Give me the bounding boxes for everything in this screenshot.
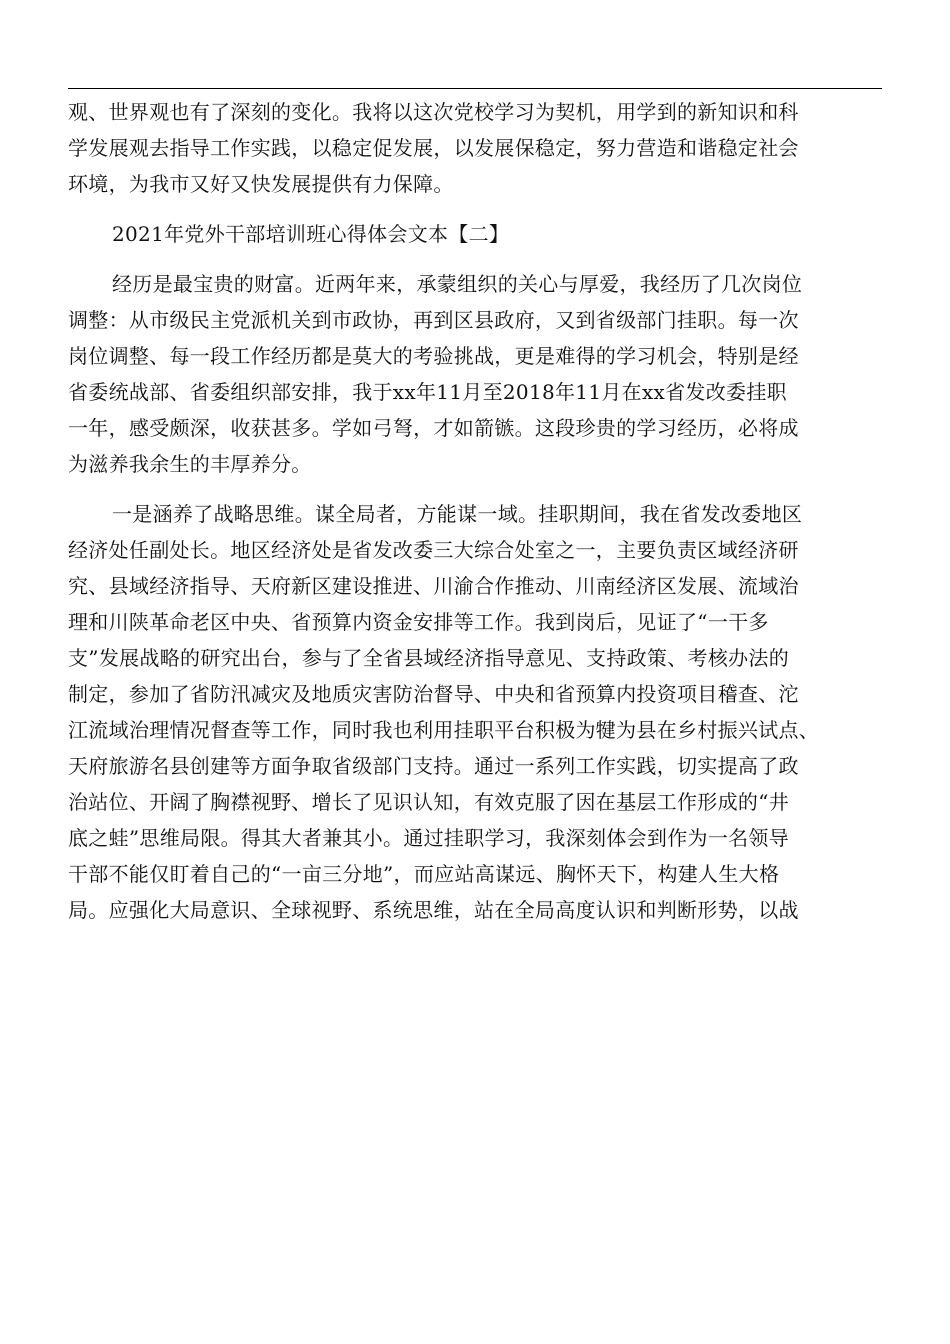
text-line: 干部不能仅盯着自己的“一亩三分地”，而应站高谋远、胸怀天下，构建人生大格	[68, 862, 780, 886]
text-line: 一年，感受颇深，收获甚多。学如弓弩，才如箭镞。这段珍贵的学习经历，必将成	[68, 416, 799, 440]
text-line: 观、世界观也有了深刻的变化。我将以这次党校学习为契机，用学到的新知识和科	[68, 100, 799, 124]
text-line: 理和川陕革命老区中央、省预算内资金安排等工作。我到岗后，见证了“一干多	[68, 610, 769, 634]
text-line: 天府旅游名县创建等方面争取省级部门支持。通过一系列工作实践，切实提高了政	[68, 754, 799, 778]
text-line: 经济处任副处长。地区经济处是省发改委三大综合处室之一，主要负责区域经济研	[68, 538, 799, 562]
paragraph-2	[68, 266, 890, 482]
text-line: 制定，参加了省防汛减灾及地质灾害防治督导、中央和省预算内投资项目稽查、沱	[68, 682, 799, 706]
text-line: 省委统战部、省委组织部安排，我于xx年11月至2018年11月在xx省发改委挂职	[68, 380, 787, 404]
section-heading	[68, 216, 890, 252]
text-line: 环境，为我市又好又快发展提供有力保障。	[68, 172, 454, 196]
paragraph-3	[68, 496, 890, 928]
text-line: 一是涵养了战略思维。谋全局者，方能谋一域。挂职期间，我在省发改委地区	[112, 502, 803, 526]
text-line: 岗位调整、每一段工作经历都是莫大的考验挑战，更是难得的学习机会，特别是经	[68, 344, 799, 368]
text-line: 为滋养我余生的丰厚养分。	[68, 452, 312, 476]
text-line: 支”发展战略的研究出台，参与了全省县域经济指导意见、支持政策、考核办法的	[68, 646, 790, 670]
text-line: 经历是最宝贵的财富。近两年来，承蒙组织的关心与厚爱，我经历了几次岗位	[112, 272, 803, 296]
heading-text: 2021年党外干部培训班心得体会文本【二】	[112, 222, 510, 246]
text-line: 学发展观去指导工作实践，以稳定促发展，以发展保稳定，努力营造和谐稳定社会	[68, 136, 799, 160]
text-line: 江流域治理情况督查等工作，同时我也利用挂职平台积极为犍为县在乡村振兴试点、	[68, 718, 820, 742]
text-line: 治站位、开阔了胸襟视野、增长了见识认知，有效克服了因在基层工作形成的“井	[68, 790, 790, 814]
paragraph-1	[68, 94, 890, 202]
text-line: 底之蛙”思维局限。得其大者兼其小。通过挂职学习，我深刻体会到作为一名领导	[68, 826, 790, 850]
text-line: 究、县域经济指导、天府新区建设推进、川渝合作推动、川南经济区发展、流域治	[68, 574, 799, 598]
text-line: 局。应强化大局意识、全球视野、系统思维，站在全局高度认识和判断形势，以战	[68, 898, 799, 922]
text-line: 调整：从市级民主党派机关到市政协，再到区县政府，又到省级部门挂职。每一次	[68, 308, 799, 332]
header-rule	[68, 88, 882, 89]
document-body	[68, 94, 890, 928]
